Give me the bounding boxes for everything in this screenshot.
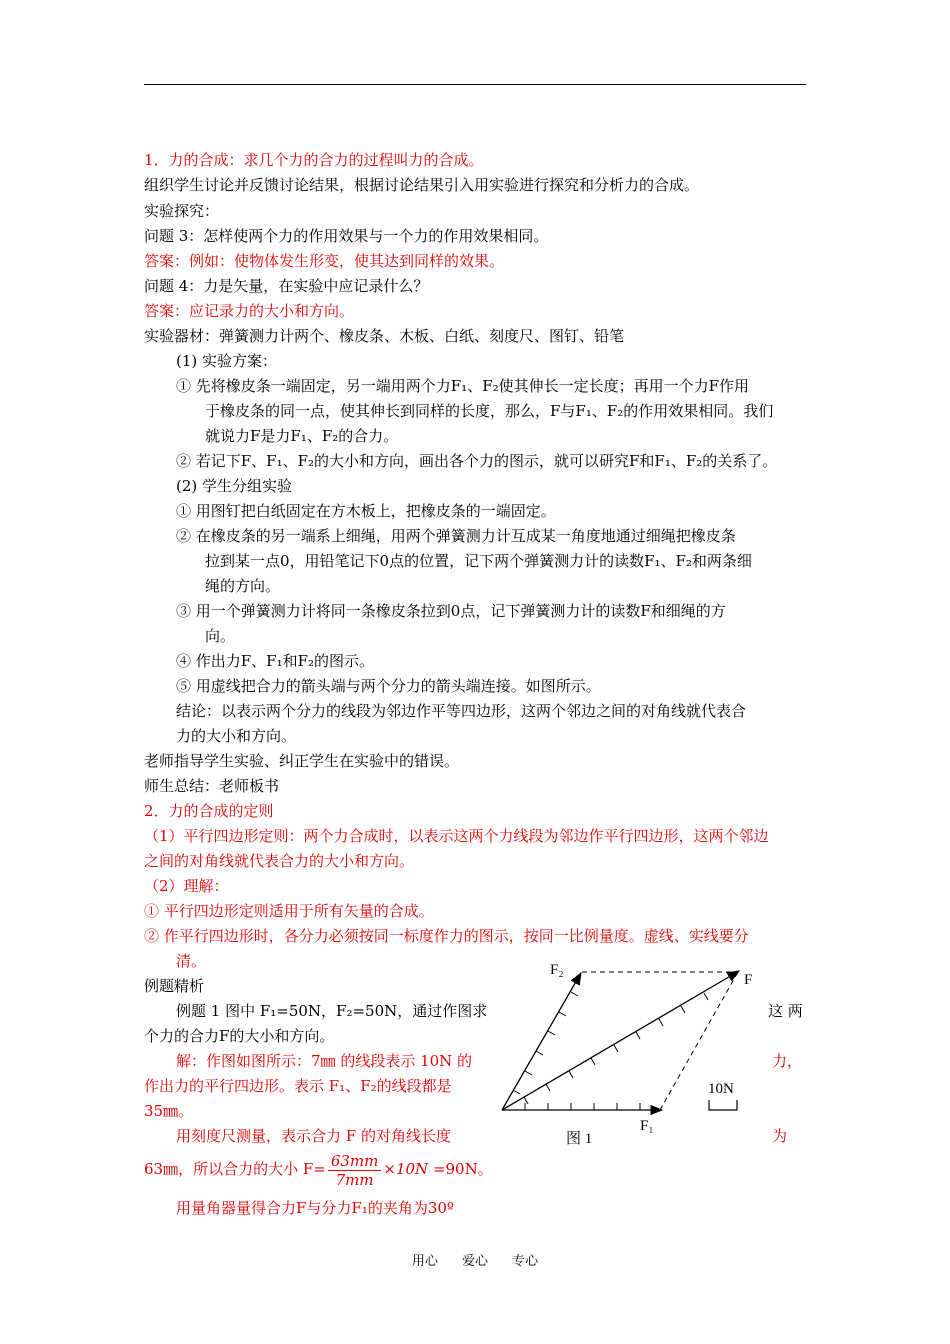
answer-3: 答案：例如：使物体发生形变，使其达到同样的效果。	[144, 252, 505, 270]
page-footer: 用心 爱心 专心	[411, 1254, 539, 1269]
text-line: 清。	[176, 952, 207, 970]
text-line: ① 用图钉把白纸固定在方木板上，把橡皮条的一端固定。	[176, 502, 556, 520]
text-line: 组织学生讨论并反馈讨论结果，根据讨论结果引入用实验进行探究和分析力的合成。	[144, 176, 700, 194]
text-line: ② 在橡皮条的另一端系上细绳，用两个弹簧测力计互成某一角度地通过细绳把橡皮条	[176, 527, 736, 545]
rule-definition: （1）平行四边形定则：两个力合成时，以表示这两个力线段为邻边作平行四边形，这两个邻边	[144, 827, 769, 845]
text-line: 力的大小和方向。	[176, 727, 297, 745]
question-4: 问题 4：力是矢量，在实验中应记录什么？	[144, 277, 429, 295]
header-rule	[144, 84, 806, 85]
text-line: 之间的对角线就代表合力的大小和方向。	[144, 852, 415, 870]
fraction	[328, 1152, 382, 1189]
text-line: 用刻度尺测量，表示合力 F 的对角线长度	[176, 1127, 451, 1145]
f-ticks	[524, 993, 708, 1104]
formula-multiplier: ×10N	[383, 1160, 429, 1178]
conclusion: 结论：以表示两个分力的线段为邻边作平等四边形，这两个邻边之间的对角线就代表合	[176, 702, 747, 720]
text-line: 作出力的平行四边形。表示 F₁、F₂的线段都是	[144, 1077, 452, 1095]
text-line: 拉到某一点0，用铅笔记下0点的位置，记下两个弹簧测力计的读数F₁、F₂和两条细	[205, 552, 752, 570]
text-line: ② 若记下F、F₁、F₂的大小和方向，画出各个力的图示，就可以研究F和F₁、F₂的关系了。	[176, 452, 778, 470]
answer-4: 答案：应记录力的大小和方向。	[144, 302, 355, 320]
f-resultant-vector	[502, 971, 739, 1110]
section-2-title: 2．力的合成的定则	[144, 802, 274, 820]
fraction-denominator: 7mm	[335, 1170, 374, 1189]
text-line: ④ 作出力F、F₁和F₂的图示。	[176, 652, 375, 670]
text-fragment: 这 两	[768, 1002, 803, 1020]
text-line: 就说力F是力F₁、F₂的合力。	[205, 427, 399, 445]
f2-vector	[502, 973, 581, 1110]
group-experiment-heading: (2) 学生分组实验	[176, 477, 293, 495]
text-line: 师生总结：老师板书	[144, 777, 280, 795]
text-line: 用量角器量得合力F与分力F₁的夹角为30º	[176, 1199, 454, 1217]
fraction-numerator: 63mm	[328, 1152, 382, 1171]
understanding-heading: （2）理解：	[144, 877, 229, 895]
text-line: 35㎜。	[144, 1102, 194, 1120]
text-line: ③ 用一个弹簧测力计将同一条橡皮条拉到0点，记下弹簧测力计的读数F和细绳的方	[176, 602, 726, 620]
text-line: 于橡皮条的同一点，使其伸长到同样的长度，那么，F与F₁、F₂的作用效果相同。我们	[205, 402, 774, 420]
text-line: ② 作平行四边形时，各分力必须按同一标度作力的图示，按同一比例量度。虚线、实线要分	[144, 927, 749, 945]
label-f: F	[744, 972, 753, 988]
formula-result: =90N。	[428, 1160, 493, 1178]
text-line: 绳的方向。	[205, 577, 281, 595]
label-f1: F₁	[640, 1118, 654, 1134]
force-diagram-svg	[490, 960, 790, 1160]
solution-line: 解：作图如图所示：7㎜ 的线段表示 10N 的	[176, 1052, 473, 1070]
example-heading: 例题精析	[144, 977, 205, 995]
question-3: 问题 3：怎样使两个力的作用效果与一个力的作用效果相同。	[144, 227, 549, 245]
text-line: 实验探究：	[144, 202, 220, 220]
text-line: ① 先将橡皮条一端固定，另一端用两个力F₁、F₂使其伸长一定长度；再用一个力F作用	[176, 377, 750, 395]
text-line: ① 平行四边形定则适用于所有矢量的合成。	[144, 902, 434, 920]
text-line: ⑤ 用虚线把合力的箭头端与两个分力的箭头端连接。如图所示。	[176, 677, 601, 695]
scale-bar	[709, 1100, 737, 1110]
scale-label: 10N	[708, 1081, 734, 1097]
text-fragment: 力，	[772, 1052, 803, 1070]
section-1-title: 1．力的合成：求几个力的合力的过程叫力的合成。	[144, 151, 484, 169]
force-diagram	[490, 960, 790, 1160]
formula-prefix: 63㎜，所以合力的大小 F=	[144, 1160, 326, 1178]
equipment-line: 实验器材：弹簧测力计两个、橡皮条、木板、白纸、刻度尺、图钉、铅笔	[144, 327, 625, 345]
text-line: 向。	[205, 627, 236, 645]
f1-ticks	[525, 1103, 640, 1110]
formula-line	[144, 1150, 493, 1189]
figure-caption: 图 1	[566, 1131, 593, 1147]
text-fragment: 为	[772, 1127, 788, 1145]
text-line: 老师指导学生实验、纠正学生在实验中的错误。	[144, 752, 460, 770]
text-line: 个力的合力F的大小和方向。	[144, 1027, 335, 1045]
label-f2: F₂	[550, 962, 564, 978]
example-1: 例题 1 图中 F₁=50N，F₂=50N，通过作图求	[176, 1002, 488, 1020]
f2-ticks	[513, 992, 578, 1094]
plan-heading: (1) 实验方案：	[176, 352, 278, 370]
